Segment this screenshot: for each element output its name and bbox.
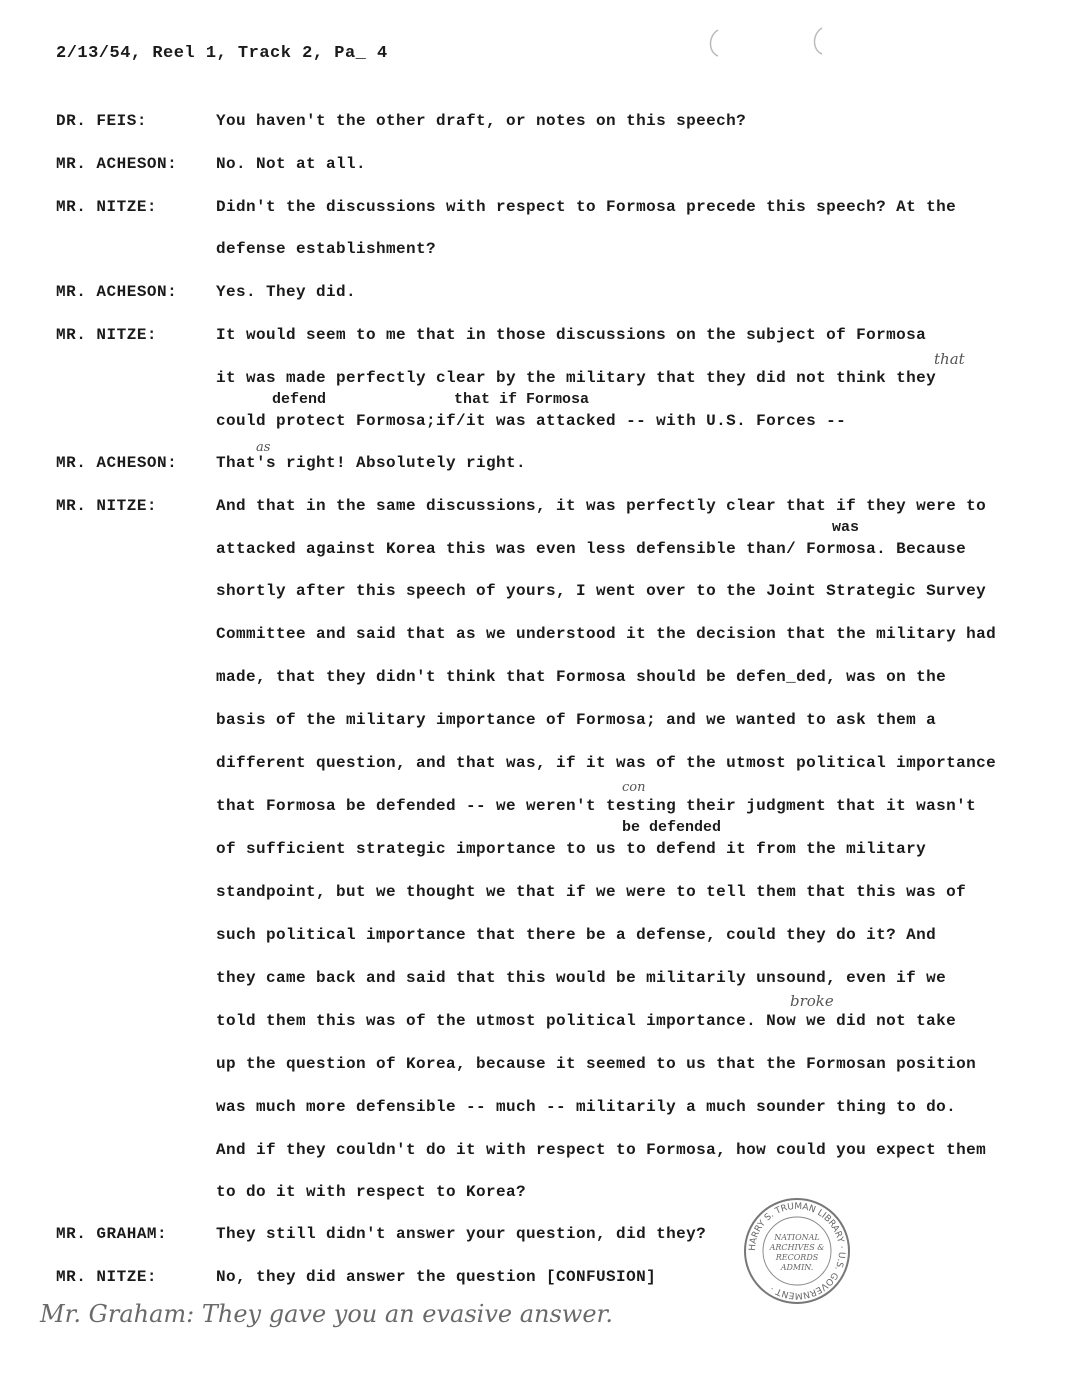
dialogue-line: It would seem to me that in those discussions on the subject of Formosa [216,326,927,344]
interlinear-correction: defend [272,391,327,408]
interlinear-correction: that if Formosa [454,391,590,408]
dialogue-line: basis of the military importance of Formosa; and we wanted to ask them a [216,711,937,729]
handwritten-insert: broke [790,992,834,1010]
stamp-center-text: ARCHIVES & [769,1243,825,1252]
dialogue-line: And that in the same discussions, it was perfectly clear that if they were to [216,497,987,515]
dialogue-line: No, they did answer the question [CONFUSION] [216,1268,657,1286]
dialogue-line: standpoint, but we thought we that if we were to tell them that this was of [216,883,967,901]
dialogue-line: Committee and said that as we understood it the decision that the military had [216,625,997,643]
dialogue-line: different question, and that was, if it was of the utmost political importance [216,754,997,772]
dialogue-line: You haven't the other draft, or notes on this speech? [216,112,747,130]
dialogue-line: they came back and said that this would be militarily unsound, even if we [216,969,947,987]
dialogue-line: And if they couldn't do it with respect to Formosa, how could you expect them [216,1141,987,1159]
dialogue-line: attacked against Korea this was even less defensible than/ Formosa. Because [216,540,967,558]
dialogue-line: Yes. They did. [216,283,357,301]
speaker-label: MR. ACHESON: [56,454,178,472]
speaker-label: MR. NITZE: [56,497,158,515]
dialogue-line: They still didn't answer your question, did they? [216,1225,707,1243]
interlinear-correction: was [832,519,860,536]
corner-marks [700,22,830,62]
dialogue-line: That's right! Absolutely right. [216,454,527,472]
dialogue-line: made, that they didn't think that Formosa should be defen_ded, was on the [216,668,947,686]
dialogue-line: to do it with respect to Korea? [216,1183,527,1201]
handwritten-insert: con [622,780,646,795]
interlinear-correction: be defended [622,819,722,836]
stamp-center-text: RECORDS [775,1253,819,1262]
page-header: 2/13/54, Reel 1, Track 2, Pa_ 4 [56,44,388,63]
stamp-center-text: NATIONAL [774,1233,820,1242]
speaker-label: MR. NITZE: [56,1268,158,1286]
dialogue-line: could protect Formosa;if/it was attacked -- with U.S. Forces -- [216,412,847,430]
dialogue-line: that Formosa be defended -- we weren't testing their judgment that it wasn't [216,797,977,815]
stamp-ring-text: HARRY S. TRUMAN LIBRARY · U.S. GOVERNMENT · [747,1201,847,1301]
handwritten-note: Mr. Graham: They gave you an evasive answer. [40,1300,614,1328]
dialogue-line: it was made perfectly clear by the military that they did not think they [216,369,937,387]
dialogue-line: was much more defensible -- much -- militarily a much sounder thing to do. [216,1098,957,1116]
dialogue-line: up the question of Korea, because it seemed to us that the Formosan position [216,1055,977,1073]
dialogue-line: Didn't the discussions with respect to Formosa precede this speech? At the [216,198,957,216]
dialogue-line: No. Not at all. [216,155,367,173]
speaker-label: MR. NITZE: [56,198,158,216]
speaker-label: MR. GRAHAM: [56,1225,168,1243]
dialogue-line: such political importance that there be a defense, could they do it? And [216,926,937,944]
dialogue-line: defense establishment? [216,240,437,258]
dialogue-line: shortly after this speech of yours, I went over to the Joint Strategic Survey [216,582,987,600]
speaker-label: MR. ACHESON: [56,155,178,173]
handwritten-insert: that [934,350,965,368]
dialogue-line: of sufficient strategic importance to us to defend it from the military [216,840,927,858]
speaker-label: MR. NITZE: [56,326,158,344]
stamp-center-text: ADMIN. [780,1263,814,1272]
dialogue-line: told them this was of the utmost political importance. Now we did not take [216,1012,957,1030]
speaker-label: DR. FEIS: [56,112,147,130]
library-stamp [742,1196,852,1306]
handwritten-insert: as [256,440,271,455]
speaker-label: MR. ACHESON: [56,283,178,301]
